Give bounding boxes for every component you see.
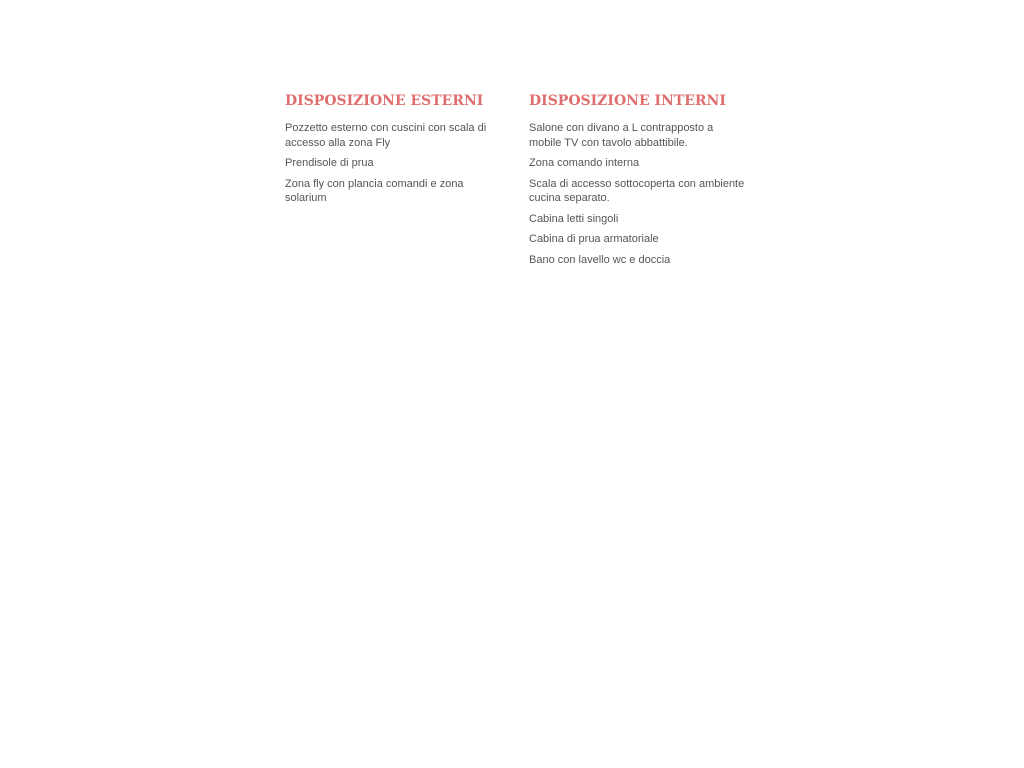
list-item: Cabina letti singoli	[529, 212, 619, 225]
list-item: Zona comando interna	[529, 157, 640, 169]
list-item: Salone con divano a L contrapposto a mobile TV con tavolo abbattibile.	[529, 122, 714, 149]
list-item: Cabina di prua armatoriale	[529, 233, 659, 245]
exterior-features-list	[285, 121, 501, 206]
interior-layout-section	[529, 92, 745, 273]
list-item: Bano con lavello wc e doccia	[529, 253, 671, 266]
list-item: Prendisole di prua	[285, 157, 374, 169]
interior-layout-title: DISPOSIZIONE INTERNI	[529, 93, 726, 109]
list-item: Pozzetto esterno con cuscini con scala di accesso alla zona Fly	[285, 122, 487, 149]
list-item: Scala di accesso sottocoperta con ambiente cucina separato.	[529, 177, 745, 204]
exterior-layout-title: DISPOSIZIONE ESTERNI	[285, 93, 484, 109]
list-item: Zona fly con plancia comandi e zona solarium	[285, 177, 464, 204]
interior-features-list	[529, 121, 745, 267]
exterior-layout-section	[285, 92, 501, 212]
